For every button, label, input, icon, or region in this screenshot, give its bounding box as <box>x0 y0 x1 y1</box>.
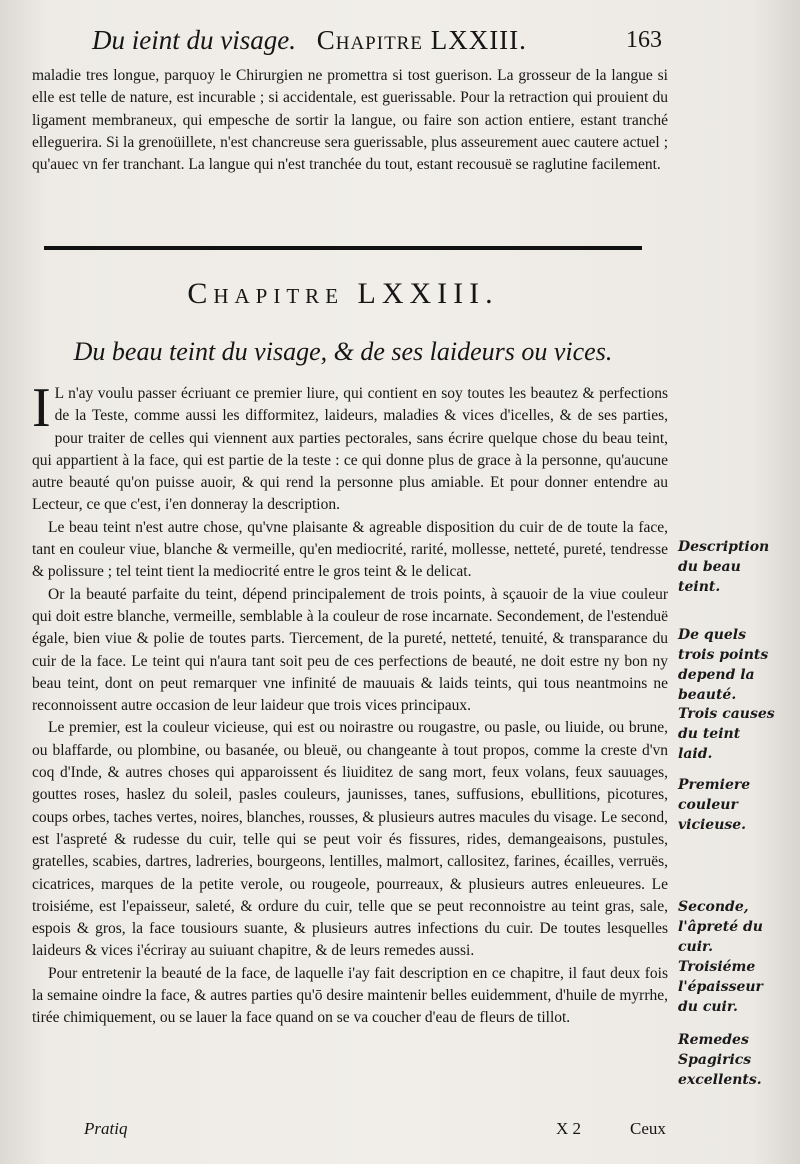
chapter-body <box>32 377 668 1030</box>
paragraph-1 <box>32 377 668 517</box>
margin-note: Seconde, l'âpreté du cuir. <box>678 899 763 955</box>
running-head <box>92 22 662 58</box>
margin-note: Remedes Spagirics excellents. <box>678 1032 762 1088</box>
previous-chapter-ending <box>32 65 668 176</box>
paragraph-1-text: L n'ay voulu passer écriuant ce premier liure, qui contient en soy toutes les beautez & perfections de la Teste, comme aussi les difformitez, laideurs, maladies & vices d'icelles, & de ses parties, pour traiter de celles qui viennent aux parties pectorales, sans écrire quelque chose du beau teint, qui appartient à la face, qui est partie de la teste : ce qui donne plus de grace à la personne, qu'aucune autre beauté qu'on puisse auoir, & qui rend la personne plus amiable. Et pour donner entendre au Lecteur, ce que c'est, i'en donneray la description. <box>32 385 668 514</box>
signature-mark: X 2 <box>556 1119 582 1138</box>
paragraph-3: Or la beauté parfaite du teint, dépend principalement de trois points, à sçauoir de la viue couleur qui doit estre blanche, vermeille, semblable à la couleur de rose incarnate. Secondement, de l'estenduë égale, bien viue & polie de toutes parts. Tiercement, de la pureté, netteté, tenuité, & transparance du cuir de la face. Le teint qui n'aura tant soit peu de ces perfections de beauté, ne doit estre ny bon ny beau teint, dont on peut remarquer vne infinité de mauuais & laids teints, qui tous neantmoins ne reconnoissent autre occasion de leur laideur que trois vices principaux. <box>32 585 668 715</box>
chapter-heading: Chapitre LXXIII. <box>187 277 499 310</box>
chapter-divider-rule <box>44 246 642 250</box>
margin-note: Trois causes du teint laid. <box>678 706 775 762</box>
margin-note: Premiere couleur vicieuse. <box>678 777 751 833</box>
running-chapter-label: Chapitre LXXIII. <box>316 25 527 55</box>
paragraph-5: Pour entretenir la beauté de la face, de laquelle i'ay fait description en ce chapitre, il faut deux fois la semaine oindre la face, & autres parties qu'ō desire maintenir belles euidemment, d'huile de myrrhe, tirée chimiquement, ou se lauer la face quand on se va coucher d'eau de fleurs de tillot. <box>32 964 668 1027</box>
catchword: Ceux <box>630 1119 666 1138</box>
margin-note: De quels trois points depend la beauté. <box>678 627 769 703</box>
margin-note: Description du beau teint. <box>678 539 770 595</box>
paragraph-4: Le premier, est la couleur vicieuse, qui est ou noirastre ou rougastre, ou pasle, ou liuide, ou brune, ou blaffarde, ou plombine, ou basanée, ou bleuë, ou changeante à tout propos, comme la creste d'vn coq d'Inde, & autres choses qui apparoissent és liuiditez de sang mort, feux volans, feux sauuages, gouttes roses, haslez du soleil, pasles couleurs, jaunisses, tanes, suffusions, ebullitions, picotures, coups orbes, taches vertes, noires, blanches, rousses, & plusieurs autres macules du visage. Le second, est l'aspreté & rudesse du cuir, telle qui se peut voir és fissures, rides, demangeaisons, pustules, gratelles, scabies, dartres, ladreries, bourgeons, lentilles, malmort, callositez, farines, écailles, verruës, cicatrices, marques de la petite verole, ou rougeole, pourreaux, & plusieurs autres enleueures. Le troisiéme, est l'epaisseur, saleté, & ordure du cuir, telle que se peut reconnoistre au teint gras, sale, espois & gros, la face tousiours suante, & plusieurs autres infections du cuir. De toutes lesquelles laideurs & vices i'écriray au suiuant chapitre, & de leurs remedes aussi. <box>32 719 668 960</box>
page-number: 163 <box>626 27 662 53</box>
running-title: Du ieint du visage. <box>92 25 296 55</box>
paragraph: maladie tres longue, parquoy le Chirurgien ne promettra si tost guerison. La grosseur de la langue si elle est telle de nature, est incurable ; si accidentale, est guerissable. Pour la retraction qui prouient du ligament membraneux, qui empesche de sortir la langue, ou faire son action entiere, estant tranché elleguerira. Si la grenoüillete, n'est chancreuse sera guerissable, plus asseurement auec cautere actuel ; qu'auec vn fer tranchant. La langue qui n'est tranchée du tout, estant recousuë se raglutine facilement. <box>32 67 668 174</box>
margin-note: Troisiéme l'épaisseur du cuir. <box>678 959 763 1015</box>
catchline-left: Pratiq <box>84 1119 128 1138</box>
drop-cap: I <box>32 377 51 439</box>
catchline <box>0 1114 800 1144</box>
paragraph-2: Le beau teint n'est autre chose, qu'vne plaisante & agreable disposition du cuir de de toute la face, tant en couleur viue, blanche & vermeille, qu'en mediocrité, rarité, mollesse, netteté, pureté, tendresse & polissure ; tel teint tient la mediocrité entre le gros teint & le delicat. <box>32 518 668 581</box>
chapter-title: Du beau teint du visage, & de ses laideurs ou vices. <box>73 337 613 366</box>
